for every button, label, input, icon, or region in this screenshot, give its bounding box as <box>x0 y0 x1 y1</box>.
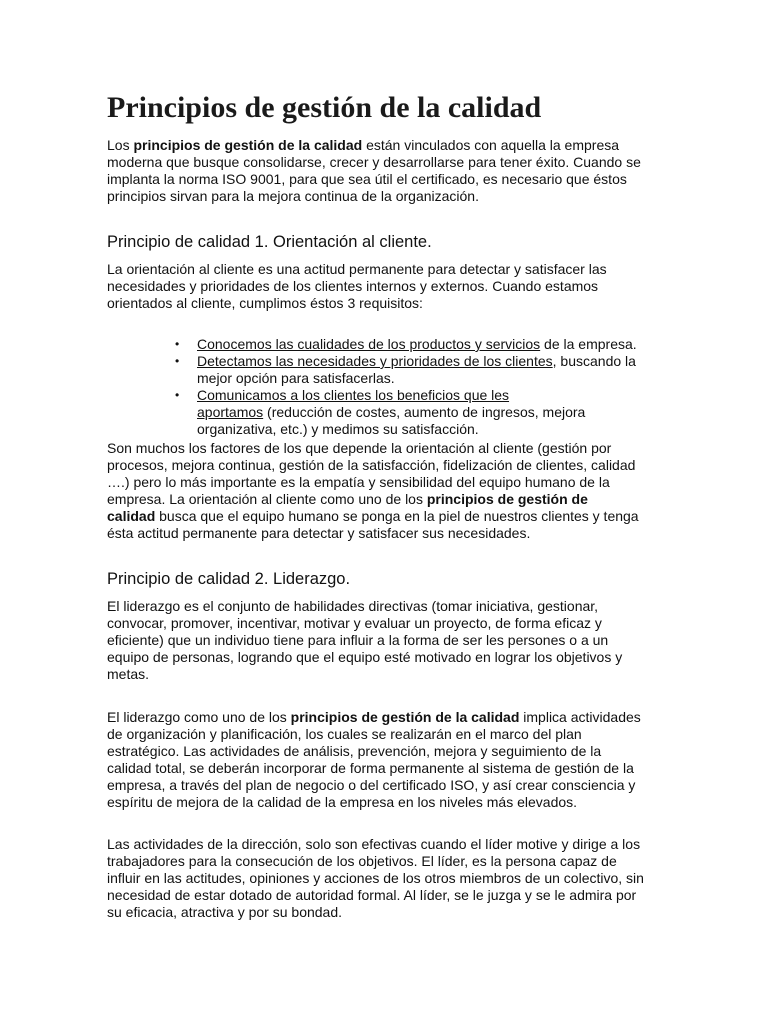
text-line: su eficacia, atractiva y por su bondad. <box>107 904 343 920</box>
link-beneficios[interactable]: Comunicamos a los clientes los beneficios que les <box>197 387 510 403</box>
bullet-icon: • <box>175 388 180 402</box>
bullet-icon: • <box>175 337 180 351</box>
text-line: eficiente) que un individuo tiene para influir a la forma de ser les persones o a un <box>107 632 609 648</box>
section-1-paragraph-1 <box>107 261 667 312</box>
intro-line-4: principios sirvan para la mejora continua de la organización. <box>107 188 479 204</box>
text-run: , buscando la <box>552 353 636 369</box>
text-run: de la empresa. <box>540 336 637 352</box>
section-2-paragraph-3 <box>107 836 667 921</box>
text-line: trabajadores para la consecución de los objetivos. El líder, es la persona capaz de <box>107 853 617 869</box>
text-line: de organización y planificación, los cuales se realizarán en el marco del plan <box>107 726 582 742</box>
section-2-heading: Principio de calidad 2. Liderazgo. <box>107 570 351 588</box>
text-line: necesidades y prioridades de los clientes internos y externos. Cuando estamos <box>107 278 599 294</box>
text-line: procesos, mejora continua, gestión de la satisfacción, fidelización de clientes, calidad <box>107 457 636 473</box>
requirements-list <box>175 336 667 438</box>
text-line: espíritu de mejora de la calidad de la empresa en los niveles más elevados. <box>107 794 578 810</box>
text-line: Son muchos los factores de los que depende la orientación al cliente (gestión por <box>107 440 612 456</box>
list-item <box>175 387 667 438</box>
link-aportamos[interactable]: aportamos <box>197 404 264 420</box>
link-productos-servicios[interactable]: Conocemos las cualidades de los productos y servicios <box>197 336 541 352</box>
section-1-paragraph-2 <box>107 440 667 542</box>
text-run: Los <box>107 137 134 153</box>
list-item <box>175 336 667 353</box>
document-title: Principios de gestión de la calidad <box>107 91 542 124</box>
bold-text: principios de gestión de <box>426 491 588 507</box>
intro-line-1 <box>107 137 667 154</box>
text-line: mejor opción para satisfacerlas. <box>197 370 395 386</box>
text-run: El liderazgo como uno de los <box>107 709 291 725</box>
text-line: calidad total, se deberán incorporar de forma permanente al sistema de gestión de la <box>107 760 634 776</box>
text-run: (reducción de costes, aumento de ingresos, mejora <box>263 404 586 420</box>
section-2-paragraph-2 <box>107 709 667 811</box>
link-necesidades-clientes[interactable]: Detectamos las necesidades y prioridades de los clientes <box>197 353 553 369</box>
text-line: estratégico. Las actividades de análisis, prevención, mejora y seguimiento de la <box>107 743 602 759</box>
text-run: empresa. La orientación al cliente como uno de los <box>107 491 427 507</box>
text-line: Las actividades de la dirección, solo son efectivas cuando el líder motive y dirige a los <box>107 836 641 852</box>
text-run: implica actividades <box>519 709 641 725</box>
text-line: La orientación al cliente es una actitud permanente para detectar y satisfacer las <box>107 261 607 277</box>
intro-line-3: implanta la norma ISO 9001, para que sea útil el certificado, es necesario que éstos <box>107 171 627 187</box>
text-line: metas. <box>107 666 150 682</box>
text-line: empresa, a través del plan de negocio o del certificado ISO, y así crear consciencia y <box>107 777 636 793</box>
text-line: ….) pero lo más importante es la empatía y sensibilidad del equipo humano de la <box>107 474 610 490</box>
text-run: busca que el equipo humano se ponga en la piel de nuestros clientes y tenga <box>155 508 639 524</box>
text-line: ésta actitud permanente para detectar y satisfacer sus necesidades. <box>107 525 531 541</box>
text-run: están vinculados con aquella la empresa <box>362 137 620 153</box>
text-line: necesidad de estar dotado de autoridad formal. Al líder, se le juzga y se le admira por <box>107 887 637 903</box>
intro-line-2: moderna que busque consolidarse, crecer y desarrollarse para tener éxito. Cuando se <box>107 154 641 170</box>
bold-text: principios de gestión de la calidad <box>290 709 520 725</box>
text-line: equipo de personas, logrando que el equipo esté motivado en lograr los objetivos y <box>107 649 623 665</box>
section-1-heading: Principio de calidad 1. Orientación al cliente. <box>107 233 432 251</box>
section-2-paragraph-1 <box>107 598 667 683</box>
text-line: orientados al cliente, cumplimos éstos 3 requisitos: <box>107 295 423 311</box>
bold-text: principios de gestión de la calidad <box>133 137 363 153</box>
text-line: convocar, promover, incentivar, motivar y evaluar un proyecto, de forma eficaz y <box>107 615 602 631</box>
bullet-icon: • <box>175 354 180 368</box>
text-line: El liderazgo es el conjunto de habilidades directivas (tomar iniciativa, gestionar, <box>107 598 599 614</box>
intro-paragraph <box>107 137 667 205</box>
list-item <box>175 353 667 387</box>
text-line: influir en las actitudes, opiniones y acciones de los otros miembros de un colectivo, sin <box>107 870 644 886</box>
text-line: organizativa, etc.) y medimos su satisfacción. <box>197 421 479 437</box>
bold-text: calidad <box>107 508 156 524</box>
